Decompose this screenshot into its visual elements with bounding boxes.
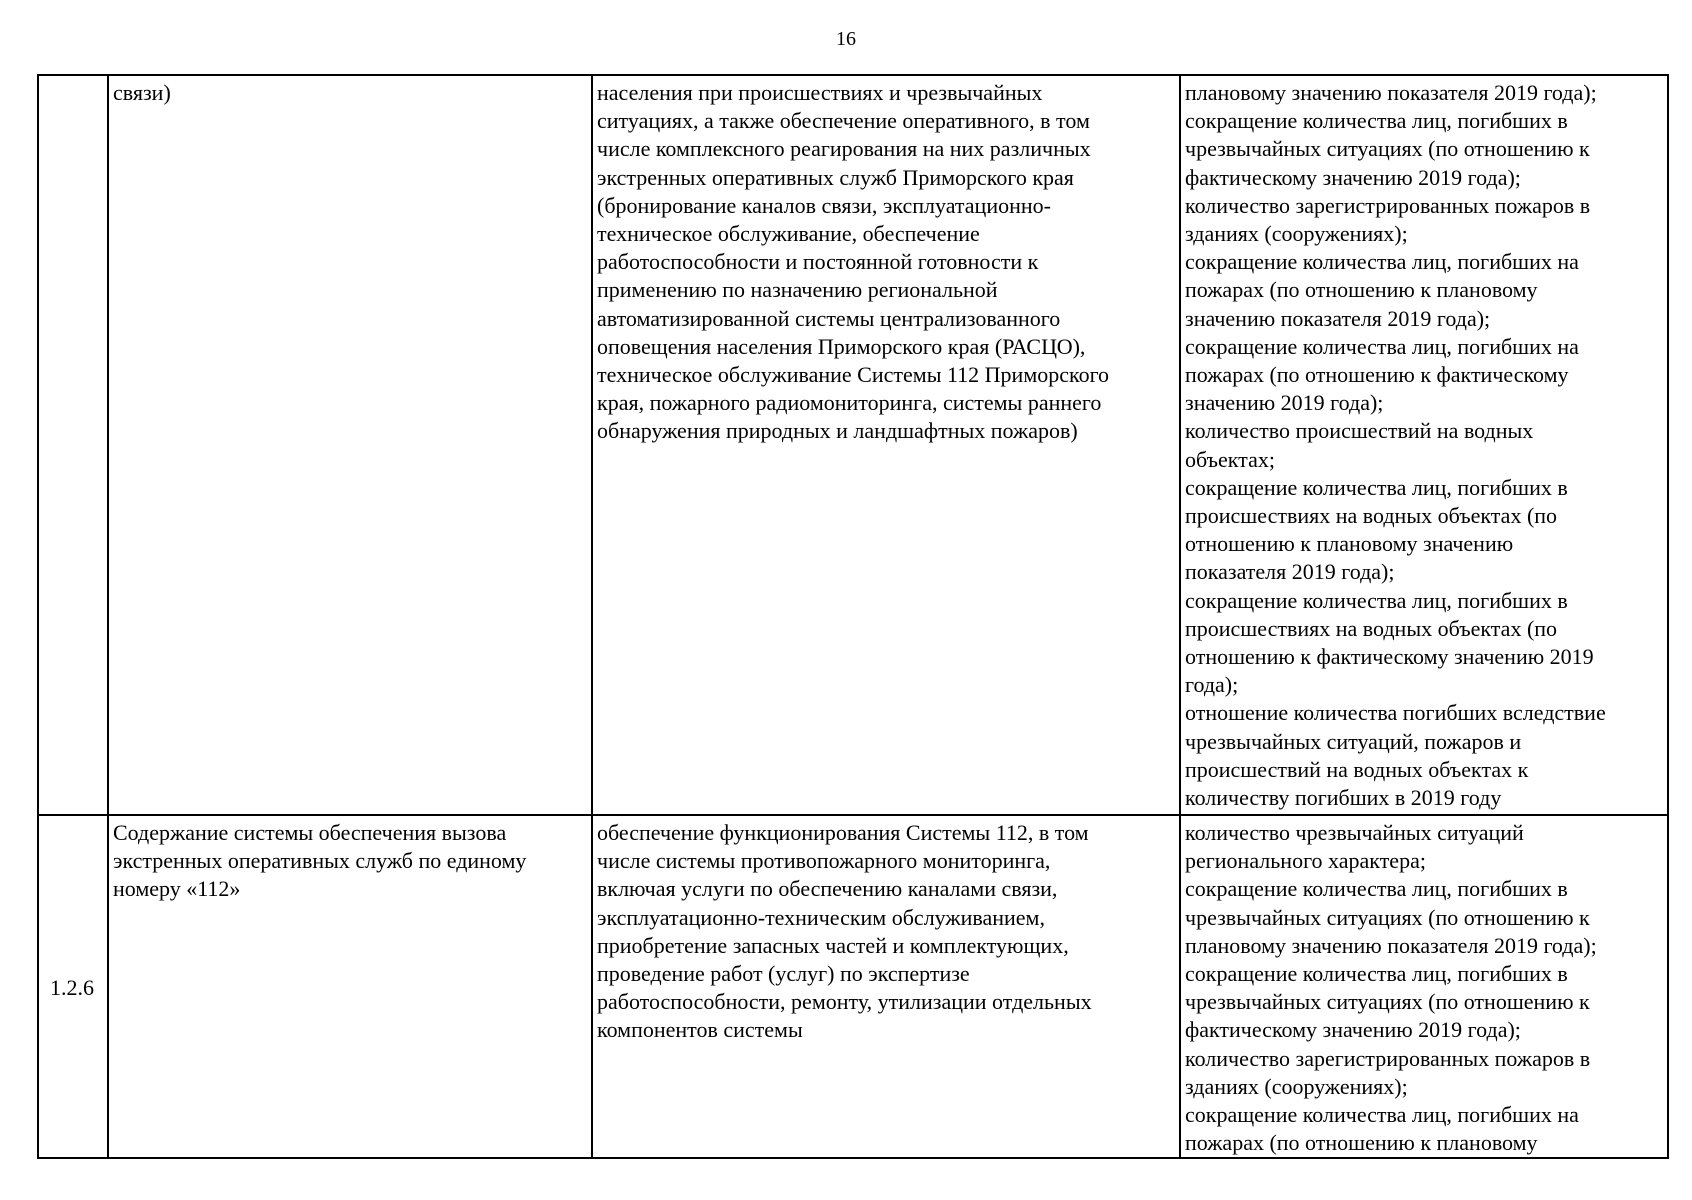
text-line: эксплуатационно-техническим обслуживанием, — [597, 904, 1045, 930]
indicators-cell — [1180, 75, 1668, 815]
text-line: объектах; — [1185, 446, 1275, 472]
text-line: сокращение количества лиц, погибших на — [1185, 333, 1579, 359]
text-line: сокращение количества лиц, погибших в — [1185, 587, 1568, 613]
text-line: проведение работ (услуг) по экспертизе — [597, 961, 970, 987]
text-line: пожарах (по отношению к плановому — [1185, 277, 1538, 303]
text-line: количество зарегистрированных пожаров в — [1185, 1045, 1591, 1071]
text-line: регионального характера; — [1185, 848, 1426, 874]
text-line: фактическому значению 2019 года); — [1185, 164, 1521, 190]
text-line: техническое обслуживание, обеспечение — [597, 221, 980, 247]
row-number — [38, 75, 108, 815]
text-line: номеру «112» — [113, 876, 241, 902]
text-line: ситуациях, а также обеспечение оперативного, в том — [597, 108, 1090, 134]
text-line: показателя 2019 года); — [1185, 559, 1395, 585]
page-number: 16 — [836, 28, 856, 50]
program-table — [37, 74, 1669, 1159]
text-line: экстренных оперативных служб по единому — [113, 848, 527, 874]
text-line: количество происшествий на водных — [1185, 418, 1534, 444]
text-line: автоматизированной системы централизованного — [597, 305, 1061, 331]
event-name-cell — [108, 75, 592, 815]
text-line: Содержание системы обеспечения вызова — [113, 820, 507, 845]
text-line: связи) — [113, 80, 171, 105]
text-line: количеству погибших в 2019 году — [1185, 785, 1502, 811]
text-line: экстренных оперативных служб Приморского края — [597, 164, 1074, 190]
text-line: происшествиях на водных объектах (по — [1185, 615, 1558, 641]
text-line: работоспособности, ремонту, утилизации отдельных — [597, 989, 1092, 1015]
text-line: сокращение количества лиц, погибших в — [1185, 474, 1568, 500]
text-line: включая услуги по обеспечению каналами связи, — [597, 876, 1058, 902]
event-description-cell — [592, 815, 1180, 1158]
text-line: плановому значению показателя 2019 года); — [1185, 80, 1597, 105]
text-line: (бронирование каналов связи, эксплуатационно- — [597, 192, 1051, 218]
text-line: происшествий на водных объектах к — [1185, 756, 1529, 782]
text-line: чрезвычайных ситуаций, пожаров и — [1185, 728, 1522, 754]
text-line: работоспособности и постоянной готовности к — [597, 249, 1039, 275]
text-line: техническое обслуживание Системы 112 Приморского — [597, 362, 1110, 388]
text-line: количество чрезвычайных ситуаций — [1185, 820, 1524, 845]
text-line: сокращение количества лиц, погибших в — [1185, 876, 1568, 902]
text-line: обеспечение функционирования Системы 112, в том — [597, 820, 1089, 845]
event-description-cell — [592, 75, 1180, 815]
text-line: оповещения населения Приморского края (РАСЦО), — [597, 333, 1086, 359]
text-line: фактическому значению 2019 года); — [1185, 1017, 1521, 1043]
text-line: количество зарегистрированных пожаров в — [1185, 192, 1591, 218]
text-line: чрезвычайных ситуациях (по отношению к — [1185, 136, 1590, 162]
text-line: числе системы противопожарного мониторинга, — [597, 848, 1051, 874]
text-line: сокращение количества лиц, погибших на — [1185, 1102, 1579, 1128]
text-line: значению показателя 2019 года); — [1185, 305, 1491, 331]
text-line: пожарах (по отношению к плановому — [1185, 1130, 1538, 1156]
text-line: значению 2019 года); — [1185, 390, 1384, 416]
text-line: обнаружения природных и ландшафтных пожаров) — [597, 418, 1078, 444]
text-line: числе комплексного реагирования на них различных — [597, 136, 1091, 162]
text-line: населения при происшествиях и чрезвычайных — [597, 80, 1043, 105]
text-line: происшествиях на водных объектах (по — [1185, 503, 1558, 529]
text-line: плановому значению показателя 2019 года); — [1185, 932, 1597, 958]
text-line: отношение количества погибших вследствие — [1185, 700, 1606, 726]
row-number: 1.2.6 — [38, 815, 108, 1158]
event-name-cell — [108, 815, 592, 1158]
text-line: зданиях (сооружениях); — [1185, 221, 1408, 247]
text-line: сокращение количества лиц, погибших в — [1185, 108, 1568, 134]
text-line: компонентов системы — [597, 1017, 803, 1043]
text-line: чрезвычайных ситуациях (по отношению к — [1185, 904, 1590, 930]
text-line: зданиях (сооружениях); — [1185, 1073, 1408, 1099]
text-line: года); — [1185, 672, 1239, 698]
table-row — [38, 815, 1668, 1158]
text-line: сокращение количества лиц, погибших на — [1185, 249, 1579, 275]
indicators-cell — [1180, 815, 1668, 1158]
text-line: чрезвычайных ситуациях (по отношению к — [1185, 989, 1590, 1015]
text-line: сокращение количества лиц, погибших в — [1185, 961, 1568, 987]
text-line: приобретение запасных частей и комплектующих, — [597, 932, 1069, 958]
text-line: отношению к плановому значению — [1185, 531, 1514, 557]
table-row — [38, 75, 1668, 815]
text-line: пожарах (по отношению к фактическому — [1185, 362, 1569, 388]
text-line: края, пожарного радиомониторинга, системы раннего — [597, 390, 1102, 416]
text-line: применению по назначению региональной — [597, 277, 998, 303]
text-line: отношению к фактическому значению 2019 — [1185, 644, 1594, 670]
